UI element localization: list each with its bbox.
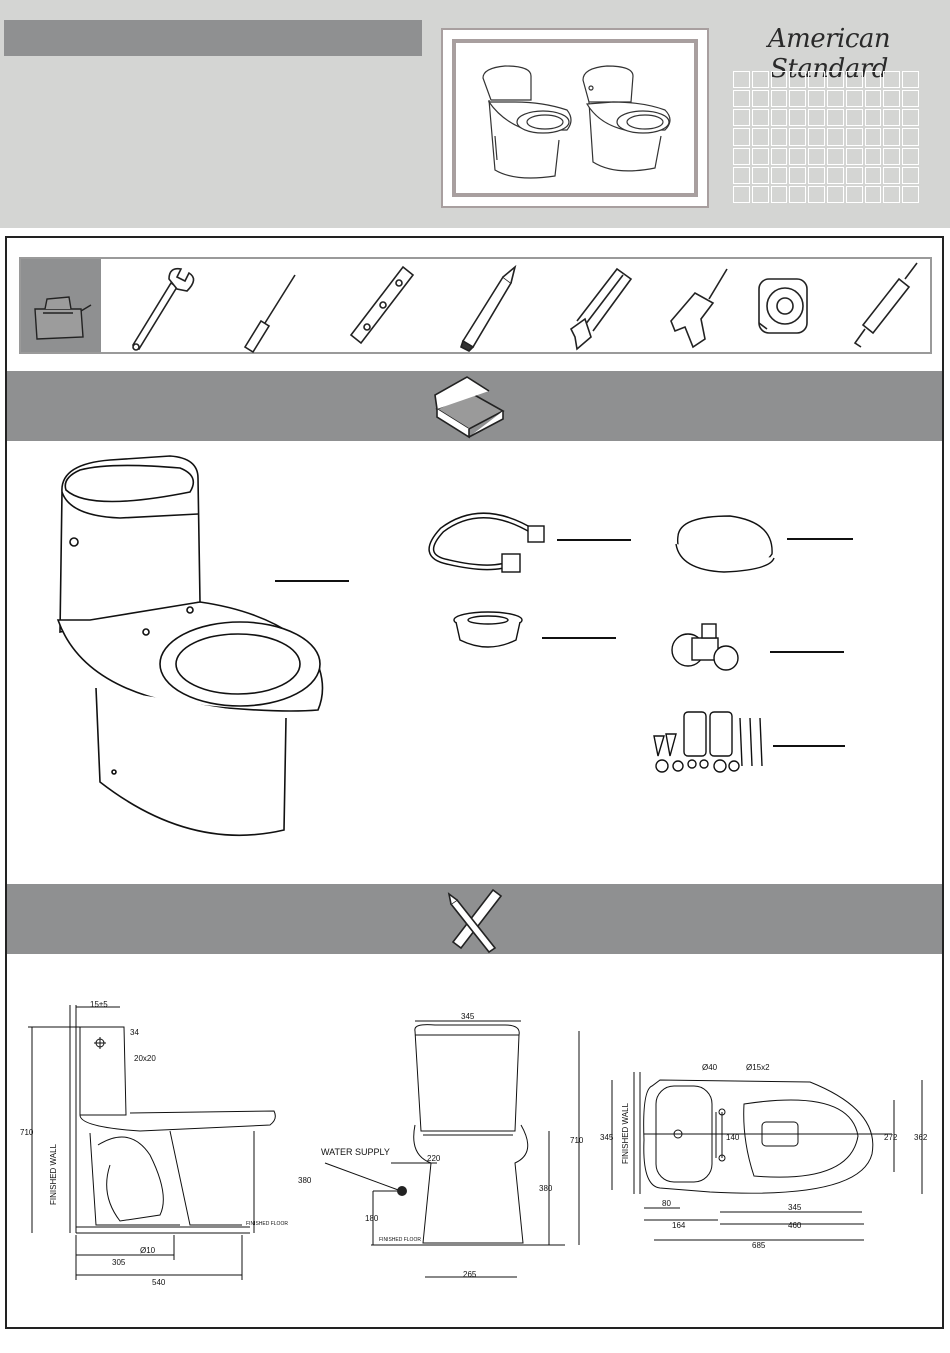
part-label-line-fixings bbox=[773, 745, 845, 747]
top-view-drawing bbox=[600, 1060, 930, 1260]
dim-685: 685 bbox=[752, 1241, 766, 1250]
dim-265: 265 bbox=[463, 1270, 477, 1279]
part-label-line-toilet bbox=[275, 580, 349, 582]
fixing-kit-icon bbox=[642, 706, 772, 776]
dim-710: 710 bbox=[20, 1128, 34, 1137]
product-image-frame bbox=[441, 28, 709, 208]
wax-ring-icon bbox=[450, 608, 530, 658]
wrench-icon bbox=[125, 263, 205, 351]
water-supply-label: WATER SUPPLY bbox=[321, 1147, 390, 1157]
dim-272: 272 bbox=[884, 1133, 898, 1142]
dim-345-top: 345 bbox=[600, 1133, 614, 1142]
dim-362: 362 bbox=[914, 1133, 928, 1142]
part-label-line-hose bbox=[557, 539, 631, 541]
toilet-seat-icon bbox=[670, 514, 780, 574]
toolbox-panel bbox=[21, 259, 101, 352]
angle-valve-icon bbox=[668, 620, 748, 680]
finished-floor-label: FINISHED FLOOR bbox=[246, 1221, 288, 1227]
dim-15x2: Ø15x2 bbox=[746, 1063, 770, 1072]
tools-strip bbox=[19, 257, 932, 354]
header-title-bar bbox=[4, 20, 422, 56]
dim-220: 220 bbox=[427, 1154, 441, 1163]
dim-345-front: 345 bbox=[461, 1012, 475, 1021]
dim-34: 34 bbox=[130, 1028, 139, 1037]
drill-icon bbox=[665, 263, 745, 351]
toilet-illustration bbox=[50, 452, 350, 852]
dim-15: 15±5 bbox=[90, 1000, 108, 1009]
dimensions-section-band bbox=[7, 884, 942, 954]
dim-40: Ø40 bbox=[702, 1063, 718, 1072]
part-label-line-valve bbox=[770, 651, 844, 653]
level-icon bbox=[345, 263, 425, 351]
dim-20x20: 20x20 bbox=[134, 1054, 156, 1063]
finished-floor-label-front: FINISHED FLOOR bbox=[379, 1237, 421, 1243]
flex-hose-icon bbox=[422, 510, 552, 580]
product-toilets-image bbox=[443, 30, 711, 210]
dim-305: 305 bbox=[112, 1258, 126, 1267]
dim-540: 540 bbox=[152, 1278, 166, 1287]
finished-wall-label: FINISHED WALL bbox=[49, 1143, 58, 1205]
info-grid bbox=[733, 71, 919, 203]
part-label-line-wax-ring bbox=[542, 637, 616, 639]
open-box-icon bbox=[429, 371, 509, 441]
dim-710-front: 710 bbox=[570, 1136, 584, 1145]
dim-10: Ø10 bbox=[140, 1246, 156, 1255]
tape-measure-icon bbox=[755, 263, 835, 351]
screwdriver-icon bbox=[235, 263, 315, 351]
ruler-pencil-icon bbox=[447, 884, 507, 954]
dim-460: 460 bbox=[788, 1221, 802, 1230]
brand-logo: American Standard bbox=[767, 24, 891, 84]
front-view-drawing bbox=[315, 1005, 585, 1305]
toolbox-icon bbox=[21, 259, 101, 352]
dim-140: 140 bbox=[726, 1133, 740, 1142]
parts-section-band bbox=[7, 371, 942, 441]
dim-164: 164 bbox=[672, 1221, 686, 1230]
dim-180: 180 bbox=[365, 1214, 379, 1223]
finished-wall-label-top: FINISHED WALL bbox=[621, 1102, 630, 1164]
hacksaw-icon bbox=[565, 263, 645, 351]
part-label-line-seat bbox=[787, 538, 853, 540]
dim-380: 380 bbox=[298, 1176, 312, 1185]
dim-380-front: 380 bbox=[539, 1184, 553, 1193]
side-view-drawing bbox=[20, 995, 320, 1295]
dim-345-top-bottom: 345 bbox=[788, 1203, 802, 1212]
header bbox=[0, 0, 950, 228]
caulk-gun-icon bbox=[847, 263, 927, 351]
pencil-icon bbox=[455, 263, 535, 351]
dim-80: 80 bbox=[662, 1199, 671, 1208]
